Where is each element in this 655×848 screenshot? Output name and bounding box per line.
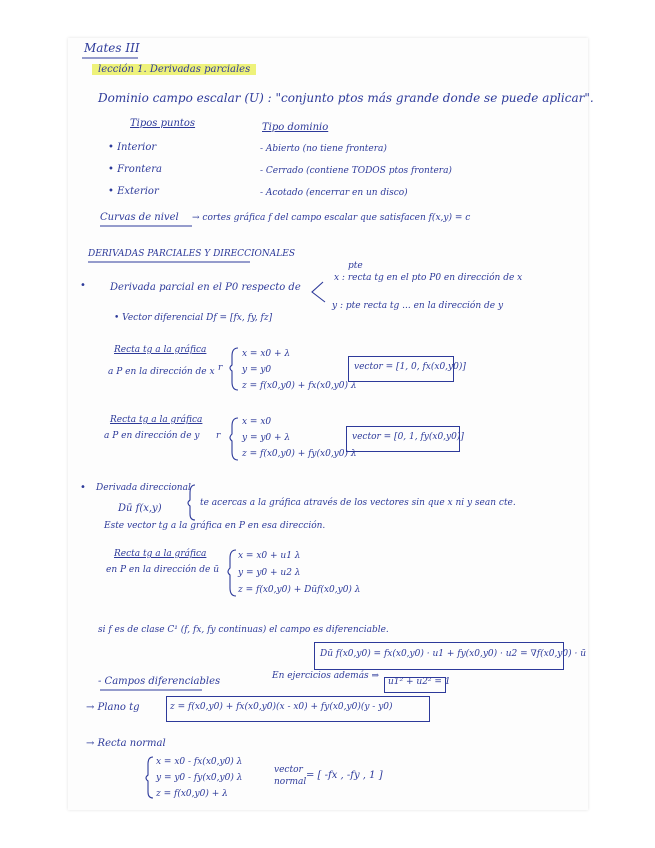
- tg-u-eq-1: x = x0 + u1 λ: [238, 551, 301, 561]
- domain-type-bounded: - Acotado (encerrar en un disco): [260, 188, 408, 198]
- directional-bullet: •: [80, 482, 86, 493]
- brace-normal: [146, 757, 153, 798]
- normal-eq-1: x = x0 - fx(x0,y0) λ: [156, 757, 243, 767]
- tg-y-mark: r: [216, 431, 221, 441]
- section-title: DERIVADAS PARCIALES Y DIRECCIONALES: [88, 249, 295, 259]
- tg-x-mark: r: [218, 363, 223, 373]
- level-curves-text: → cortes gráfica f del campo escalar que satisfacen f(x,y) = c: [192, 213, 471, 223]
- point-type-boundary: • Frontera: [108, 164, 162, 175]
- directional-label: Derivada direccional: [96, 483, 191, 493]
- tg-y-label-1: Recta tg a la gráfica: [110, 415, 203, 425]
- tangent-plane-formula: z = f(x0,y0) + fx(x0,y0)(x - x0) + fy(x0,y0)(y - y0): [170, 702, 393, 712]
- tg-x-eq-1: x = x0 + λ: [242, 349, 291, 359]
- partial-x-branch: x : recta tg en el pto P0 en dirección de x: [334, 273, 523, 283]
- unit-condition: u1² + u2² = 1: [388, 677, 451, 687]
- partial-bullet: •: [80, 280, 86, 291]
- partial-text: Derivada parcial en el P0 respecto de: [110, 282, 301, 293]
- page-title: Mates III: [84, 41, 140, 55]
- directional-note: Este vector tg a la gráfica en P en esa dirección.: [104, 521, 326, 531]
- directional-expr: Dū f(x,y): [118, 503, 162, 514]
- pte-note: pte: [348, 261, 363, 271]
- tg-u-eq-3: z = f(x0,y0) + Dūf(x0,y0) λ: [238, 585, 361, 595]
- tg-u-label-1: Recta tg a la gráfica: [114, 549, 207, 559]
- domain-header: Tipo dominio: [262, 122, 329, 133]
- domain-type-closed: - Cerrado (contiene TODOS ptos frontera): [260, 166, 452, 176]
- partial-arrow: [312, 282, 325, 302]
- normal-eq-2: y = y0 - fy(x0,y0) λ: [156, 773, 243, 783]
- tg-y-eq-1: x = x0: [242, 417, 272, 427]
- lesson-title: lección 1. Derivadas parciales: [92, 64, 256, 75]
- exercise-note: En ejercicios además ⇒: [272, 671, 380, 681]
- normal-vector: = [ -fx , -fy , 1 ]: [306, 770, 383, 781]
- brace-tg-u: [228, 550, 236, 596]
- class-c1-text: si f es de clase C¹ (f, fx, fy continuas) el campo es diferenciable.: [98, 625, 389, 635]
- directional-formula: Dū f(x0,y0) = fx(x0,y0) · u1 + fy(x0,y0) · u2 = ∇f(x0,y0) · ū: [320, 649, 587, 659]
- partial-y-branch: y : pte recta tg ... en la dirección de y: [332, 301, 504, 311]
- domain-type-open: - Abierto (no tiene frontera): [260, 144, 387, 154]
- differential-vector: • Vector diferencial Df = [fx, fy, fz]: [114, 313, 273, 323]
- tg-y-vector: vector = [0, 1, fy(x0,y0)]: [352, 432, 464, 442]
- point-type-interior: • Interior: [108, 142, 157, 153]
- domain-definition: Dominio campo escalar (U) : "conjunto ptos más grande donde se puede aplicar".: [98, 91, 594, 105]
- tg-u-eq-2: y = y0 + u2 λ: [238, 568, 301, 578]
- tg-u-label-2: en P en la dirección de ū: [106, 565, 220, 575]
- tg-y-label-2: a P en dirección de y: [104, 431, 200, 441]
- tg-x-eq-2: y = y0: [242, 365, 272, 375]
- normal-vector-label-2: normal: [274, 777, 307, 787]
- normal-vector-label-1: vector: [274, 765, 303, 775]
- tg-x-label-1: Recta tg a la gráfica: [114, 345, 207, 355]
- point-type-exterior: • Exterior: [108, 186, 159, 197]
- directional-text: te acercas a la gráfica através de los vectores sin que x ni y sean cte.: [200, 498, 516, 508]
- tg-y-eq-3: z = f(x0,y0) + fy(x0,y0) λ: [242, 449, 357, 459]
- normal-line-label: → Recta normal: [86, 738, 166, 749]
- tg-y-eq-2: y = y0 + λ: [242, 433, 291, 443]
- points-header: Tipos puntos: [130, 118, 196, 129]
- tg-x-label-2: a P en la dirección de x: [108, 367, 215, 377]
- tg-x-eq-3: z = f(x0,y0) + fx(x0,y0) λ: [242, 381, 357, 391]
- tangent-plane-label: → Plano tg: [86, 702, 140, 713]
- tg-x-vector: vector = [1, 0, fx(x0,y0)]: [354, 362, 466, 372]
- brace-tg-x: [230, 348, 238, 390]
- normal-eq-3: z = f(x0,y0) + λ: [156, 789, 228, 799]
- level-curves-label: Curvas de nivel: [100, 212, 179, 223]
- brace-tg-y: [230, 418, 238, 460]
- diff-fields-label: - Campos diferenciables: [98, 676, 221, 687]
